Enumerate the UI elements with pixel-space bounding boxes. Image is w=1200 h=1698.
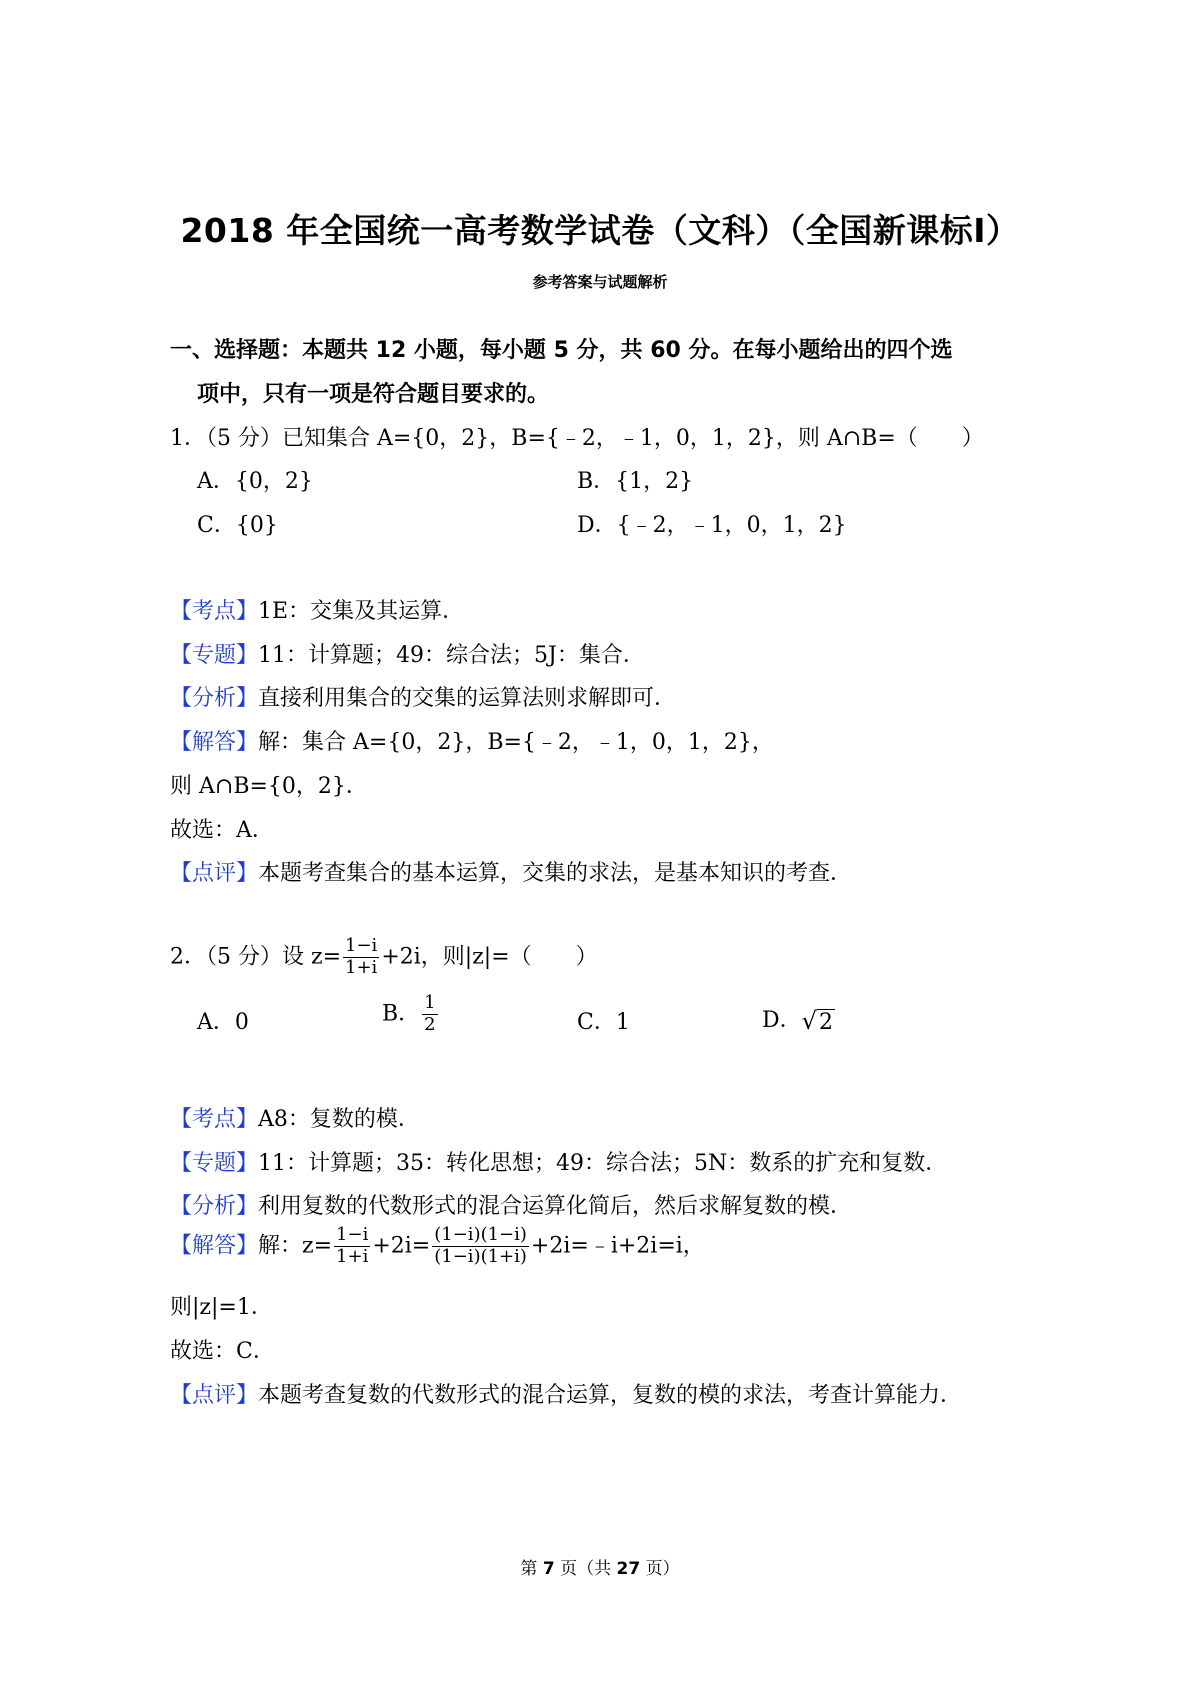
q1-solution-line3: 故选：A． (170, 818, 274, 843)
kaodian-tag: 【考点】 (170, 599, 259, 624)
page-footer (0, 1554, 1200, 1579)
q2-stem-prefix: 2．（5 分）设 z= (170, 944, 342, 970)
jieda-tag: 【解答】 (170, 1233, 259, 1259)
section-heading-line1: 一、选择题：本题共 12 小题，每小题 5 分，共 60 分。在每小题给出的四个选 (170, 338, 953, 363)
footer-prefix: 第 (520, 1559, 538, 1579)
jieda-prefix: 解：z= (258, 1233, 333, 1259)
q2-fenxi (170, 1189, 852, 1220)
q1-kaodian (170, 594, 464, 625)
q2-option-d (762, 1003, 835, 1035)
fraction-numerator: 1 (424, 992, 436, 1013)
q2-stem-fraction (343, 937, 379, 978)
footer-total-pages: 27 (616, 1559, 641, 1579)
fenxi-tag: 【分析】 (170, 1194, 259, 1219)
q1-option-d: D．{﹣2，﹣1，0，1，2} (577, 513, 847, 538)
q2-zhuanti (170, 1146, 947, 1177)
q2-option-a: A．0 (197, 1010, 249, 1035)
kaodian-text: 1E：交集及其运算． (258, 599, 465, 624)
q1-stem: 1．（5 分）已知集合 A={0，2}，B={﹣2，﹣1，0，1，2}，则 A∩B=（ ） (170, 426, 984, 451)
sqrt-sign: √ (801, 1007, 817, 1035)
q2-option-b (382, 994, 440, 1035)
q1-option-b: B．{1，2} (577, 469, 694, 494)
fraction-denominator: (1−i)(1+i) (434, 1245, 527, 1267)
option-b-fraction (422, 994, 437, 1035)
fraction-numerator: (1−i)(1−i) (434, 1224, 527, 1245)
section-heading-line2: 项中，只有一项是符合题目要求的。 (197, 382, 550, 407)
q2-stem-suffix: +2i，则|z|=（ ） (381, 944, 598, 970)
dianping-tag: 【点评】 (170, 861, 259, 886)
jieda-mid: +2i= (372, 1233, 431, 1259)
jieda-fraction-1 (334, 1226, 370, 1267)
page-subtitle: 参考答案与试题解析 (532, 273, 668, 291)
q2-solution-line2: 则|z|=1． (170, 1295, 273, 1320)
footer-middle: 页（共 (560, 1559, 612, 1579)
jieda-suffix: +2i=﹣i+2i=i， (530, 1233, 705, 1259)
fenxi-text: 利用复数的代数形式的混合运算化简后，然后求解复数的模． (258, 1194, 853, 1219)
jieda-tag: 【解答】 (170, 730, 259, 755)
q1-zhuanti (170, 638, 645, 669)
zhuanti-tag: 【专题】 (170, 1151, 259, 1176)
q1-option-c: C．{0} (197, 513, 278, 538)
zhuanti-text: 11：计算题；49：综合法；5J：集合． (258, 643, 645, 668)
fraction-numerator: 1−i (345, 935, 378, 956)
footer-page-number: 7 (542, 1559, 555, 1579)
jieda-text: 解：集合 A={0，2}，B={﹣2，﹣1，0，1，2}， (258, 730, 774, 755)
q1-solution-line2: 则 A∩B={0，2}． (170, 774, 368, 799)
q1-option-a: A．{0，2} (197, 469, 313, 494)
q1-fenxi (170, 681, 676, 712)
fraction-numerator: 1−i (336, 1224, 369, 1245)
q2-stem (170, 937, 598, 978)
jieda-fraction-2 (432, 1226, 529, 1267)
q2-jieda (170, 1226, 705, 1267)
q2-option-c: C．1 (577, 1010, 630, 1035)
q1-jieda (170, 725, 774, 756)
fraction-denominator: 1+i (345, 956, 378, 978)
option-b-label: B． (382, 1001, 421, 1027)
fraction-denominator: 1+i (336, 1245, 369, 1267)
sqrt-icon (802, 1007, 835, 1035)
q1-dianping (170, 856, 852, 887)
sqrt-radicand: 2 (818, 1010, 833, 1035)
fenxi-tag: 【分析】 (170, 686, 259, 711)
kaodian-text: A8：复数的模． (258, 1107, 420, 1132)
q2-kaodian (170, 1102, 420, 1133)
fraction-denominator: 2 (424, 1013, 436, 1035)
footer-suffix: 页） (645, 1559, 680, 1579)
page-title: 2018 年全国统一高考数学试卷（文科）（全国新课标Ⅰ） (180, 211, 1020, 250)
zhuanti-text: 11：计算题；35：转化思想；49：综合法；5N：数系的扩充和复数． (258, 1151, 948, 1176)
dianping-text: 本题考查集合的基本运算，交集的求法，是基本知识的考查． (258, 861, 853, 886)
zhuanti-tag: 【专题】 (170, 643, 259, 668)
fenxi-text: 直接利用集合的交集的运算法则求解即可． (258, 686, 677, 711)
q2-dianping (170, 1378, 962, 1409)
dianping-text: 本题考查复数的代数形式的混合运算，复数的模的求法，考查计算能力． (258, 1383, 963, 1408)
option-d-label: D． (762, 1008, 802, 1033)
dianping-tag: 【点评】 (170, 1383, 259, 1408)
kaodian-tag: 【考点】 (170, 1107, 259, 1132)
q2-solution-line3: 故选：C． (170, 1339, 275, 1364)
